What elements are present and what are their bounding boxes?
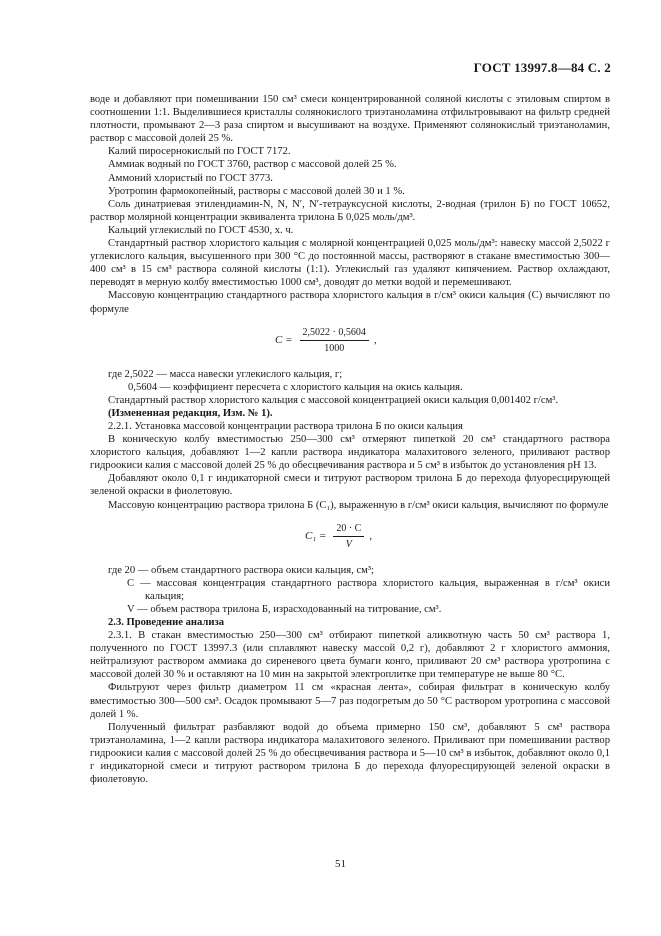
section-heading: 2.3. Проведение анализа — [108, 617, 224, 628]
paragraph: 2.3.1. В стакан вместимостью 250—300 см³ отбирают пипеткой аликвотную часть 50 см³ раствора 1, полученного по ГОСТ 13997.3 (или сплавляют навеску массой 0,2 г), добавляют 2 г хлористого аммония, нейтрализуют раствором аммиака до сиреневого цвета бумаги конго, приливают 20 см³ раствора уротропина с массовой долей 30 % и оставляют на 10 мин на закрытой электроплитке при температуре не выше 80 °С. — [90, 630, 610, 681]
paragraph: Калий пиросернокислый по ГОСТ 7172. — [108, 146, 291, 158]
where-line: 0,5604 — коэффициент пересчета с хлористого кальция на окись кальция. — [128, 381, 463, 393]
page-header: ГОСТ 13997.8—84 С. 2 — [473, 60, 611, 75]
paragraph: В коническую колбу вместимостью 250—300 см³ отмеряют пипеткой 20 см³ стандартного раствора хлористого кальция, добавляют 1—2 капли раствора индикатора малахитового зеленого, приливают раствор гидроокиси калия с массовой долей 25 % до обесцвечивания раствора и 5 см³ в избыток до установления рН 13. — [90, 434, 610, 472]
paragraph: Стандартный раствор хлористого кальция с молярной концентрацией 0,025 моль/дм³: навеску массой 2,5022 г углекислого кальция, высушенного при 300 °С до постоянной массы, растворяют в стакане вместимостью 300—400 см³ в 15 см³ раствора соляной кислоты (1:1). Углекислый газ удаляют кипячением. Раствор охлаждают, переводят в мерную колбу вместимостью 1000 см³, доводят до метки водой и перемешивают. — [90, 238, 610, 289]
paragraph: Кальций углекислый по ГОСТ 4530, х. ч. — [108, 224, 294, 236]
paragraph: Массовую концентрацию стандартного раствора хлористого кальция в г/см³ окиси кальция (С) вычисляют по формуле — [90, 290, 610, 315]
fraction-denominator: 1000 — [324, 342, 345, 354]
formula-trilon — [305, 522, 372, 551]
fraction-numerator: 2,5022 · 0,5604 — [300, 326, 369, 341]
formula-block — [90, 322, 610, 362]
fraction-denominator: V — [345, 538, 352, 550]
paragraph: Массовую концентрацию раствора трилона Б (С₁), выраженную в г/см³ окиси кальция, вычисляют по формуле — [108, 499, 609, 511]
page-number: 51 — [335, 858, 346, 870]
formula-block — [90, 518, 610, 558]
formula-lhs: С = — [275, 333, 293, 346]
fraction — [333, 522, 364, 551]
where-line: С — массовая концентрация стандартного раствора хлористого кальция, выраженная в г/см³ окиси кальция; — [127, 577, 610, 602]
paragraph: Соль динатриевая этилендиамин-N, N, N′, N′-тетрауксусной кислоты, 2-водная (трилон Б) по ГОСТ 10652, раствор молярной концентрации эквивалента трилона Б 0,025 моль/дм³. — [90, 198, 610, 223]
paragraph: Добавляют около 0,1 г индикаторной смеси и титруют раствором трилона Б до перехода флуоресцирующей зеленой окраски в фиолетовую. — [90, 473, 610, 498]
paragraph: Аммиак водный по ГОСТ 3760, раствор с массовой долей 25 %. — [108, 159, 397, 171]
paragraph: Фильтруют через фильтр диаметром 11 см «красная лента», собирая фильтрат в коническую колбу вместимостью 300—500 см³. Осадок промывают 5—7 раз подогретым до 50 °С раствором уротропина с массовой долей 1 %. — [90, 682, 610, 720]
fraction-numerator: 20 · С — [333, 522, 364, 537]
where-line: V — объем раствора трилона Б, израсходованный на титрование, см³. — [127, 603, 442, 615]
subsection-heading: 2.2.1. Установка массовой концентрации раствора трилона Б по окиси кальция — [108, 420, 463, 432]
formula-concentration — [275, 326, 377, 355]
paragraph: Полученный фильтрат разбавляют водой до объема примерно 150 см³, добавляют 5 см³ раствора триэтаноламина, 1—2 капли раствора индикатора малахитового зеленого. Приливают при помешивании раствор гидроокиси калия с массовой долей 25 % до обесцвечивания раствора и 5—10 см³ в избыток, добавляют около 0,1 г индикаторной смеси и титруют раствором трилона Б до перехода флуоресцирующей зеленой окраски в фиолетовую. — [90, 721, 610, 786]
fraction — [300, 326, 369, 355]
paragraph: Уротропин фармокопейный, растворы с массовой долей 30 и 1 %. — [108, 185, 405, 197]
paragraph: Стандартный раствор хлористого кальция с массовой концентрацией окиси кальция 0,001402 г/см³. — [108, 394, 559, 406]
where-line: где 20 — объем стандартного раствора окиси кальция, см³; — [108, 564, 374, 576]
amendment-note: (Измененная редакция, Изм. № 1). — [108, 407, 273, 419]
where-line: где 2,5022 — масса навески углекислого кальция, г; — [108, 368, 343, 380]
page-content — [90, 93, 610, 786]
formula-lhs: С₁ = — [305, 529, 327, 542]
formula-tail: , — [373, 333, 377, 346]
paragraph: воде и добавляют при помешивании 150 см³ смеси концентрированной соляной кислоты с этиловым спиртом в соотношении 1:1. Выделившиеся кристаллы солянокислого триэтаноламина отфильтровывают на фильтр средней плотности, промывают 2—3 раза спиртом и высушивают на воздухе. Применяют солянокислый триэтаноламин, раствор с массовой долей 25 %. — [90, 94, 610, 145]
paragraph: Аммоний хлористый по ГОСТ 3773. — [108, 172, 273, 184]
formula-tail: , — [369, 529, 373, 542]
